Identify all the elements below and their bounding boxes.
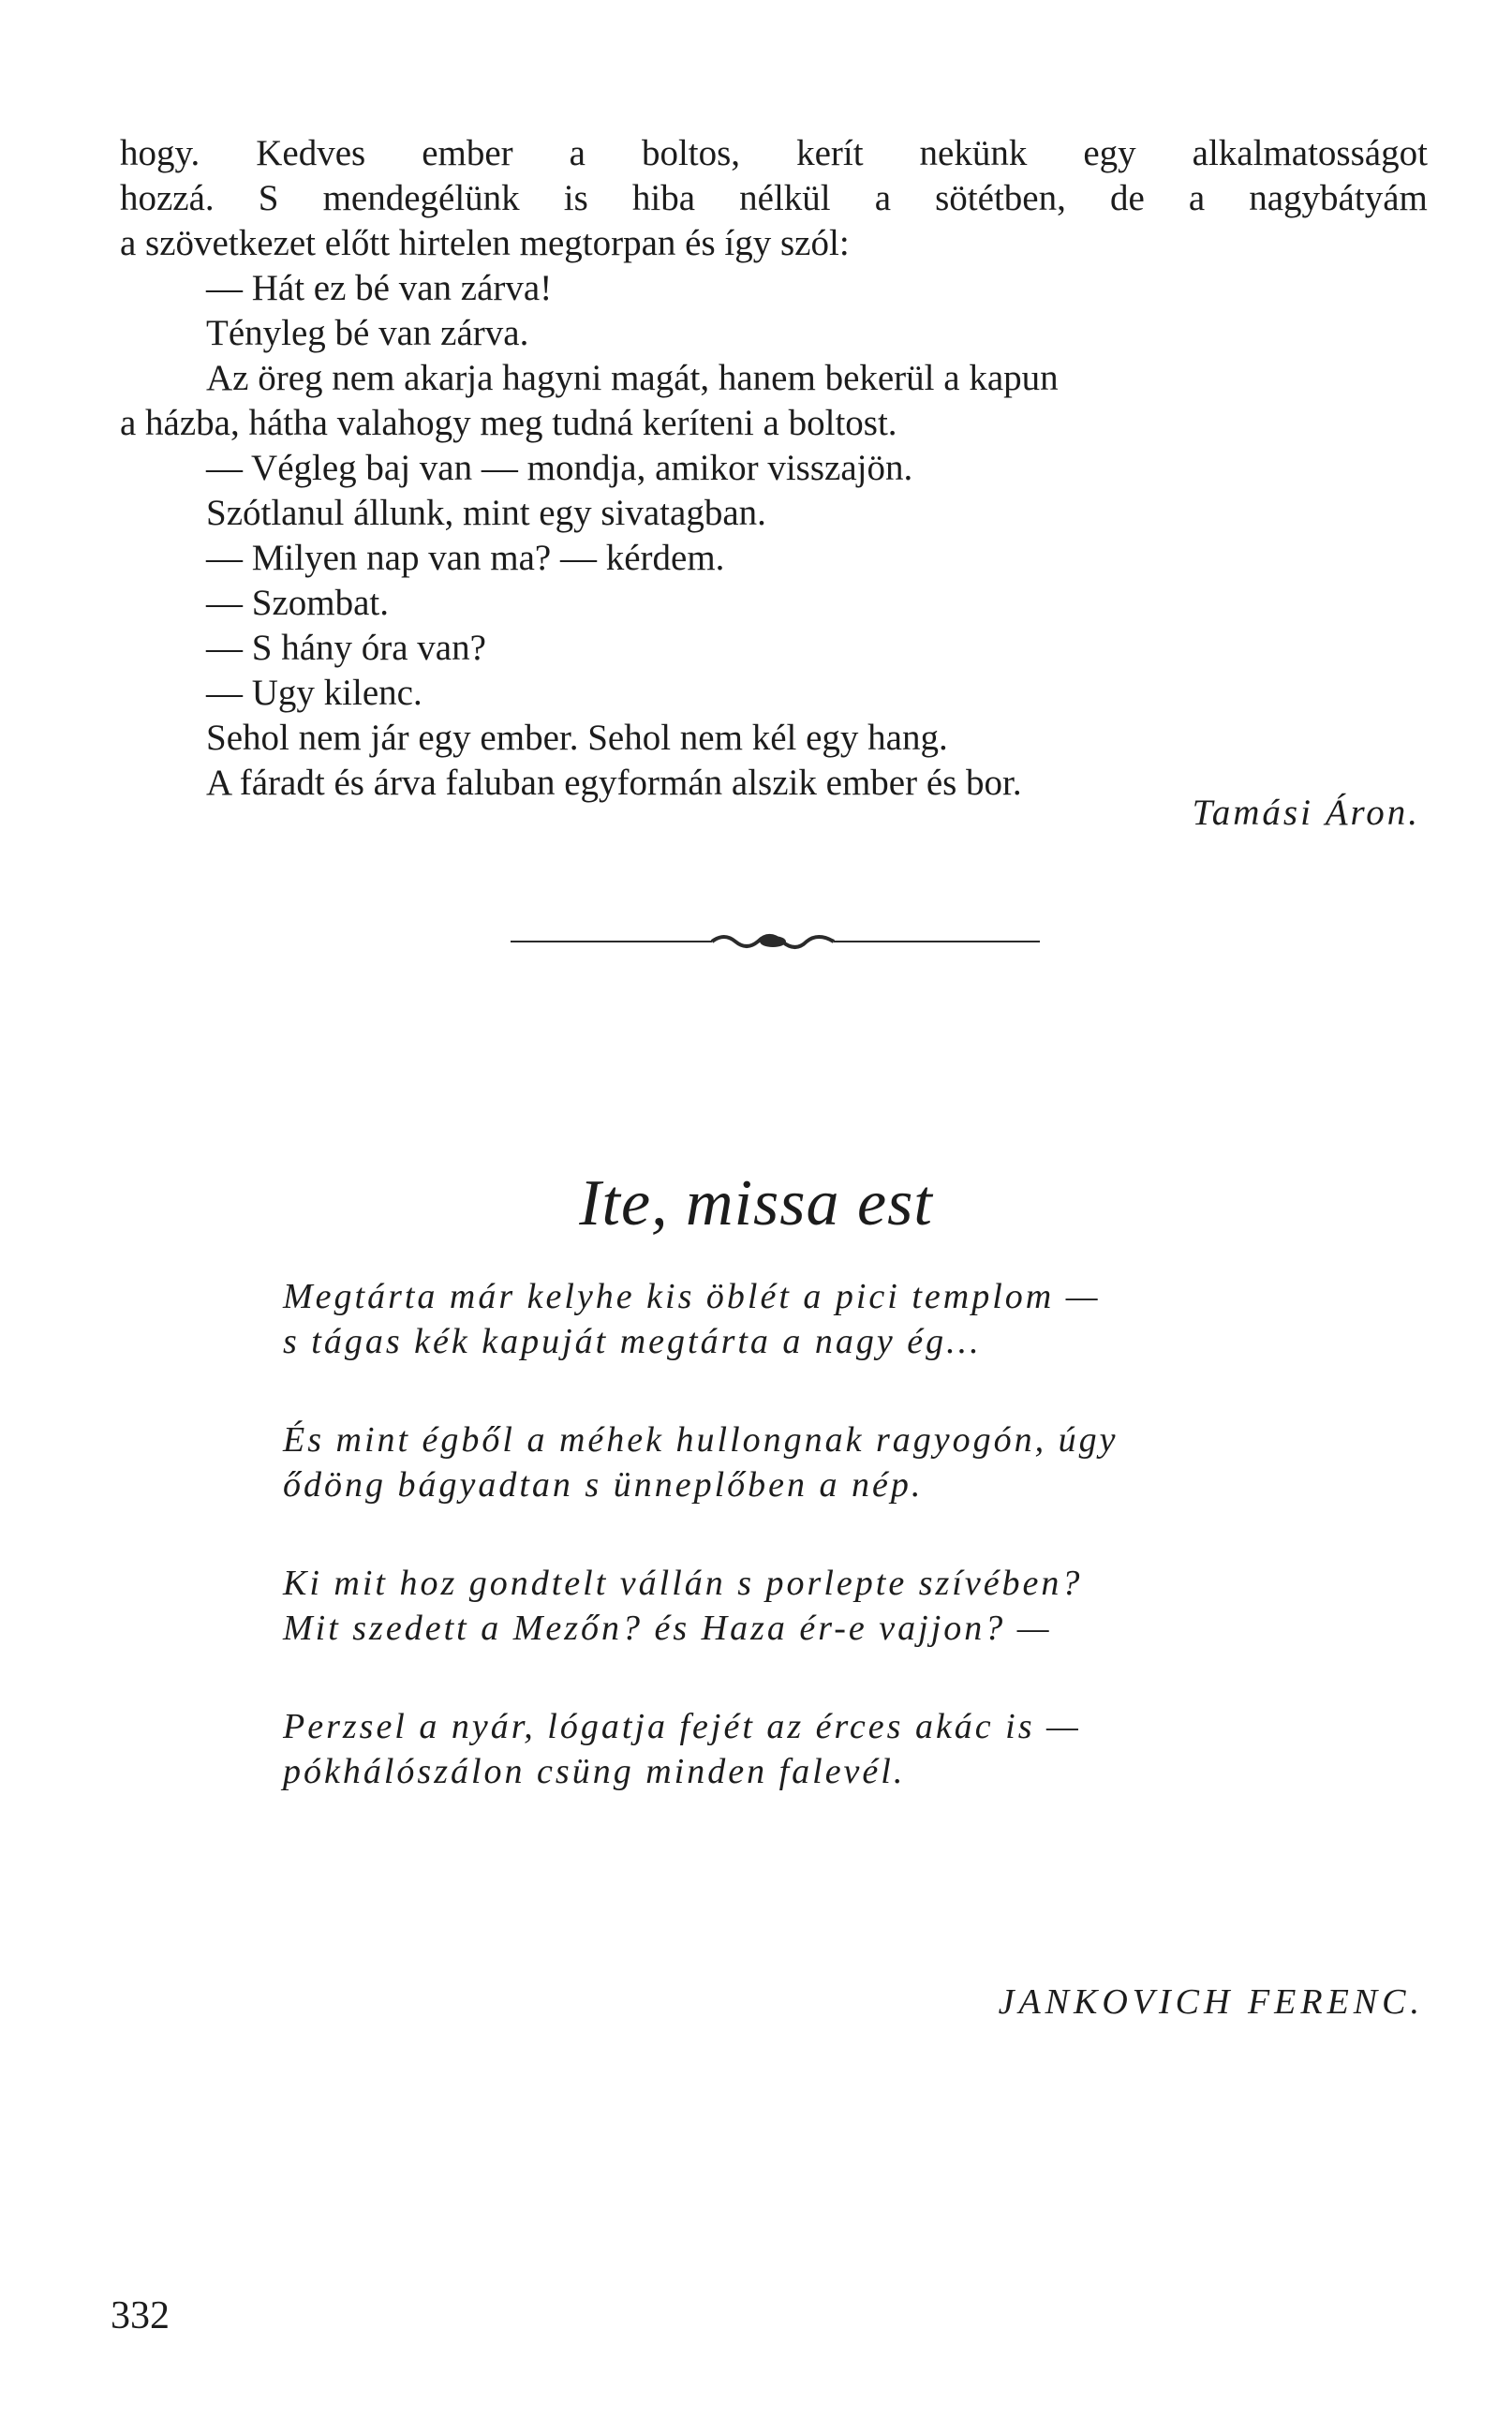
prose-line: — Végleg baj van — mondja, amikor visszajön. [206, 448, 913, 488]
prose-line [120, 176, 1428, 221]
poem-line: s tágas kék kapuját megtárta a nagy ég... [283, 1322, 982, 1361]
prose-line: Szótlanul állunk, mint egy sivatagban. [206, 493, 766, 533]
prose-word: hiba [631, 178, 696, 218]
prose-word: kerít [796, 133, 864, 173]
prose-line: — Hát ez bé van zárva! [206, 268, 553, 308]
prose-line: A fáradt és árva faluban egyformán alszik ember és bor. [206, 763, 1022, 803]
poem-author-signature: JANKOVICH FERENC. [998, 1982, 1424, 2022]
prose-word: ember [422, 133, 513, 173]
poem-line: pókhálószálon csüng minden falevél. [283, 1752, 906, 1791]
prose-word: egy [1083, 133, 1136, 173]
poem-line: Perzsel a nyár, lógatja fejét az érces akác is — [283, 1707, 1081, 1746]
poem-stanza [283, 1561, 1407, 1651]
prose-word: nekünk [919, 133, 1028, 173]
prose-text [120, 131, 1431, 806]
prose-word: mendegélünk [322, 178, 520, 218]
prose-line: — Ugy kilenc. [206, 673, 422, 713]
poem-stanza [283, 1417, 1407, 1507]
prose-word: Kedves [256, 133, 366, 173]
prose-line [120, 131, 1428, 176]
prose-line: Az öreg nem akarja hagyni magát, hanem bekerül a kapun [206, 358, 1059, 398]
poem-line: Megtárta már kelyhe kis öblét a pici templom — [283, 1277, 1101, 1316]
prose-word: a [1188, 178, 1206, 218]
poem-line: Ki mit hoz gondtelt vállán s porlepte szívében? [283, 1564, 1083, 1603]
prose-word: hozzá. [120, 178, 215, 218]
poem-line: Mit szedett a Mezőn? és Haza ér-e vajjon? — [283, 1609, 1052, 1648]
prose-line: — Milyen nap van ma? — kérdem. [206, 538, 725, 578]
prose-line: — S hány óra van? [206, 628, 486, 668]
prose-line: Sehol nem jár egy ember. Sehol nem kél egy hang. [206, 718, 948, 758]
prose-word: S [258, 178, 279, 218]
prose-word: alkalmatosságot [1192, 133, 1428, 173]
prose-word: nagybátyám [1249, 178, 1428, 218]
prose-line: a házba, hátha valahogy meg tudná keríteni a boltost. [120, 403, 897, 443]
prose-line: — Szombat. [206, 583, 389, 623]
prose-author-signature: Tamási Áron. [1192, 793, 1420, 833]
prose-word: hogy. [120, 133, 200, 173]
poem-stanza [283, 1274, 1407, 1364]
poem-line: És mint égből a méhek hullongnak ragyogón, úgy [283, 1420, 1119, 1460]
poem-stanza [283, 1704, 1407, 1794]
prose-line: Tényleg bé van zárva. [206, 313, 529, 353]
prose-word: a [569, 133, 586, 173]
prose-line: a szövetkezet előtt hirtelen megtorpan és így szól: [120, 223, 850, 263]
poem-line: ődöng bágyadtan s ünneplőben a nép. [283, 1465, 924, 1505]
poem-title: Ite, missa est [579, 1167, 933, 1239]
prose-word: nélkül [739, 178, 831, 218]
prose-word: is [563, 178, 588, 218]
section-divider-ornament [511, 927, 1040, 956]
prose-word: de [1109, 178, 1145, 218]
prose-word: boltos, [641, 133, 741, 173]
prose-word: a [874, 178, 892, 218]
prose-word: sötétben, [935, 178, 1066, 218]
page-number: 332 [111, 2294, 170, 2337]
poem-body [283, 1274, 1407, 1847]
